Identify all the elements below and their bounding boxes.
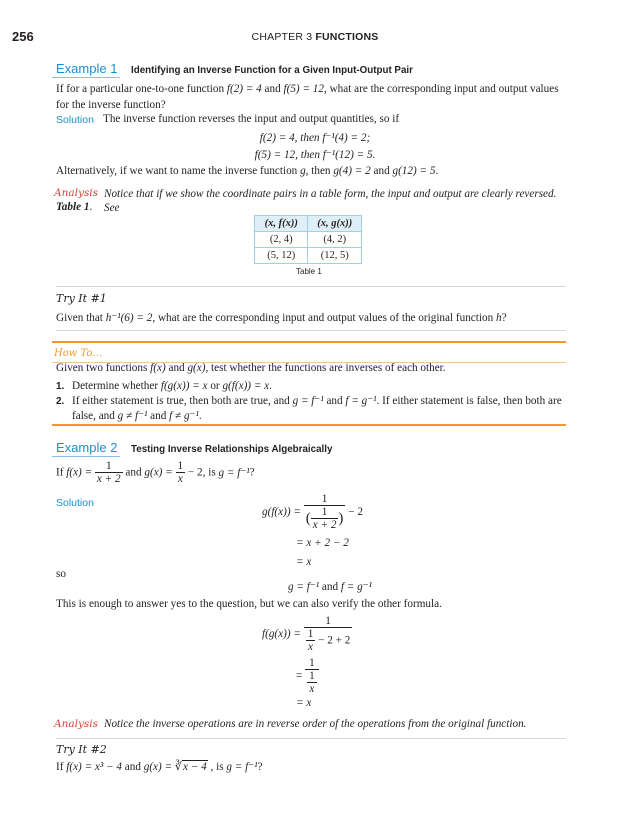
table-1-header-cell: (x, g(x)) [308,216,362,232]
how-to-bottom-rule [52,424,566,426]
analysis-1-text: Notice that if we show the coordinate pairs in a table form, the input and output are clearly reversed. See [104,188,557,214]
gf-equation: g(f(x)) = 1 ( $\frac{1}{x + 2}$ ) − 2 [262,493,363,531]
table-1-header-cell: (x, f(x)) [255,216,308,232]
example-1-equation-1: f(2) = 4, then f⁻¹(4) = 2; [259,132,371,144]
try-it-1-text: Given that h⁻¹(6) = 2, what are the corresponding input and output values of the original function h? [56,312,507,324]
try-it-1-label: Try It #1 [56,292,107,305]
gf-conclusion: g = f⁻¹ and f = g⁻¹ [288,581,372,593]
try-it-2-text: If f(x) = x³ − 4 and g(x) = ∛x − 4 , is g = f⁻¹? [56,761,263,773]
example-2-label: Example 2 [56,440,118,455]
table-1-header-row [255,216,362,232]
analysis-2-label: Analysis [54,718,99,730]
radicand: x − 4 [183,761,207,773]
math-f5: f(5) = 12 [283,83,324,95]
how-to-steps [56,379,566,424]
analysis-2-text: Notice the inverse operations are in reverse order of the operations from the original function. [104,718,527,730]
cube-root-symbol: ∛ [174,761,183,773]
example-1-solution-label: Solution [56,114,94,126]
table-cell: (4, 2) [308,232,362,248]
gf-step-a: = x + 2 − 2 [296,537,349,549]
page-number: 256 [12,29,34,44]
list-item: 2. If either statement is true, then both are true, and g = f⁻¹ and f = g⁻¹. If either statement is false, then both are false, and g ≠ f⁻¹ and f ≠ g⁻¹. [56,395,562,422]
complex-fraction: 1 ( $\frac{1}{x + 2}$ ) [305,493,344,531]
fraction: $\frac{1}{x + 2}$ [96,460,121,485]
chapter-title: FUNCTIONS [315,31,379,43]
example-1-question: If for a particular one-to-one function f(2) = 4 and f(5) = 12, what are the corresponding input and output values for the inverse function? [56,83,559,111]
math-f2: f(2) = 4 [226,83,262,95]
how-to-top-rule [52,341,566,343]
example-1-equation-2: f(5) = 12, then f⁻¹(12) = 5. [254,149,376,161]
example-1-solution-text: The inverse function reverses the input and output quantities, so if [103,113,400,125]
table-row [255,248,362,264]
try-it-2-top-rule [56,738,566,739]
table-cell: (5, 12) [255,248,308,264]
fg-step-3: = x [296,697,312,709]
list-item: 1. Determine whether f(g(x)) = x or g(f(x)) = x. [56,380,272,392]
example-2-solution-label: Solution [56,497,94,509]
verify-text: This is enough to answer yes to the question, but we can also verify the other formula. [56,598,442,610]
example-2-title: Testing Inverse Relationships Algebraically [131,444,333,455]
complex-fraction: 1 $\frac{1}{x}$ − 2 + 2 [304,615,353,653]
fg-equation: f(g(x)) = 1 $\frac{1}{x}$ − 2 + 2 [262,615,351,653]
analysis-1-table-ref: Table 1. [56,201,93,213]
fg-step-2: = $\frac{1}{\frac{1}{x}}$ [296,657,319,697]
example-1-label: Example 1 [56,61,118,76]
table-row [255,232,362,248]
example-1-alternative: Alternatively, if we want to name the inverse function g, then g(4) = 2 and g(12) = 5. [56,165,439,177]
example-1-underline [52,77,120,78]
try-it-1-bottom-rule [56,330,566,331]
analysis-1-label: Analysis [54,187,99,199]
gf-step-b: = x [296,556,312,568]
example-1-title: Identifying an Inverse Function for a Given Input-Output Pair [131,65,413,76]
example-2-underline [52,456,120,457]
how-to-label: How To… [54,348,103,359]
table-cell: (2, 4) [255,232,308,248]
complex-fraction: $\frac{1}{\frac{1}{x}}$ [305,657,319,695]
try-it-2-label: Try It #2 [56,743,107,756]
example-2-question: If f(x) = $\frac{1}{x + 2}$ and g(x) = $\frac{1}{x}$ − 2, is g = f⁻¹? [56,460,255,485]
try-it-1-top-rule [56,286,566,287]
running-header [0,31,630,43]
fraction: $\frac{1}{x}$ [177,460,184,485]
so-text: so [56,568,66,580]
table-1 [254,215,362,264]
chapter-label: CHAPTER 3 [251,31,313,43]
how-to-intro: Given two functions f(x) and g(x), test whether the functions are inverses of each other. [56,362,446,374]
table-cell: (12, 5) [308,248,362,264]
table-1-caption: Table 1 [296,267,322,276]
